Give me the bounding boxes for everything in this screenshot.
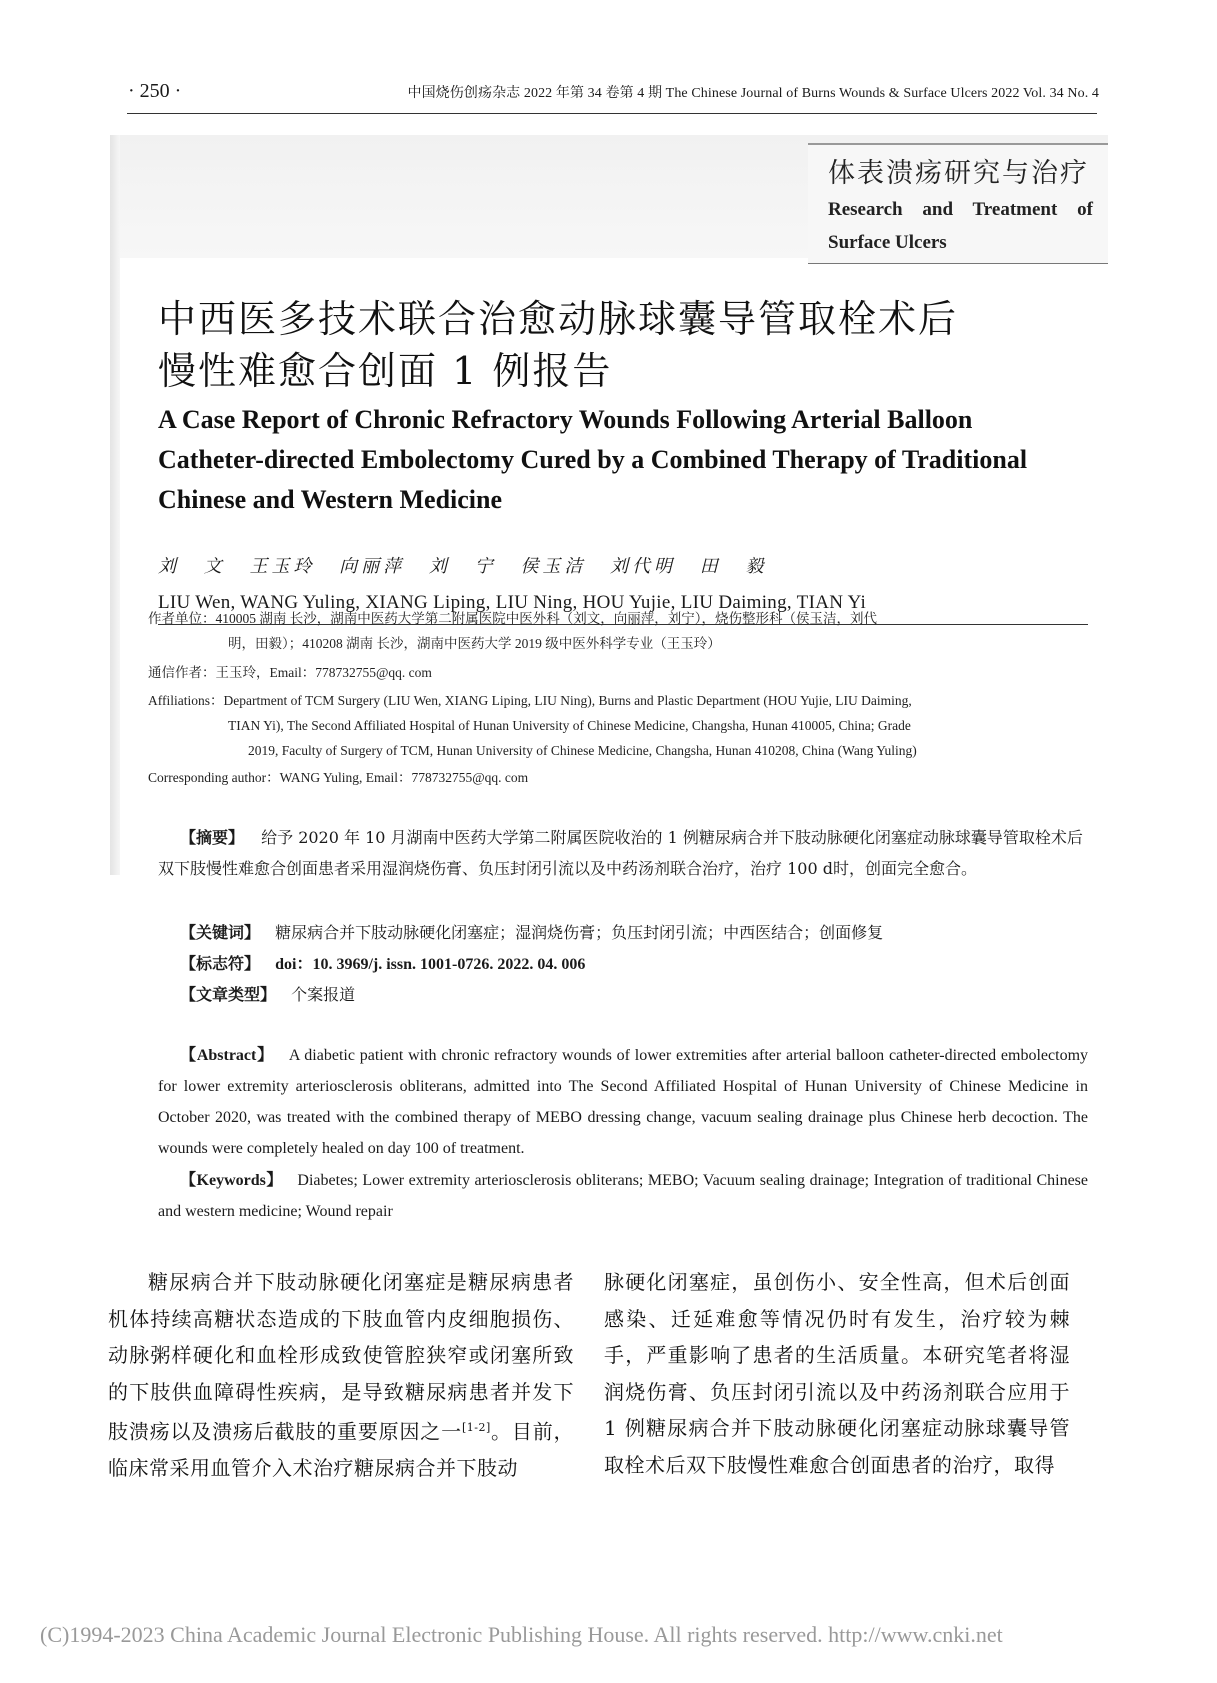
keywords-cn-text: 糖尿病合并下肢动脉硬化闭塞症；湿润烧伤膏；负压封闭引流；中西医结合；创面修复 [275, 923, 884, 942]
doi-cn [158, 948, 1110, 980]
affiliation-cn-line2: 明，田毅）；410208 湖南 长沙，湖南中医药大学 2019 级中医外科学专业（王玉玲） [228, 636, 721, 651]
body-left-tail: 。目前，临床常采用血管介入术治疗糖尿病合并下肢动 [108, 1419, 575, 1481]
header-rule [127, 113, 1097, 114]
page-number: · 250 · [128, 80, 182, 102]
title-cn-line1: 中西医多技术联合治愈动脉球囊导管取栓术后 [158, 297, 959, 341]
authors-en: LIU Wen, WANG Yuling, XIANG Liping, LIU Ning, HOU Yujie, LIU Daiming, TIAN Yi [158, 592, 867, 613]
body-right-text: 脉硬化闭塞症，虽创伤小、安全性高，但术后创面感染、迁延难愈等情况仍时有发生，治疗较为棘手，严重影响了患者的生活质量。本研究笔者将湿润烧伤膏、负压封闭引流以及中药汤剂联合应用于 1 例糖尿病合并下肢动脉硬化闭塞症动脉球囊导管取栓术后双下肢慢性难愈合创面患者的治疗，取得 [604, 1270, 1070, 1477]
abstract-en [158, 1040, 1088, 1164]
affiliation-en-line3: 2019, Faculty of Surgery of TCM, Hunan University of Chinese Medicine, Changsha, Hunan 410208, China (Wang Yuling) [248, 743, 917, 758]
article-type [158, 979, 1110, 1010]
affiliation-cn-line1: 作者单位：410005 湖南 长沙，湖南中医药大学第二附属医院中医外科（刘文，向丽萍，刘宁），烧伤整形科（侯玉洁，刘代 [148, 611, 877, 626]
abstract-cn-text: 给予 2020 年 10 月湖南中医药大学第二附属医院收治的 1 例糖尿病合并下肢动脉硬化闭塞症动脉球囊导管取栓术后双下肢慢性难愈合创面患者采用湿润烧伤膏、负压封闭引流以及中药汤剂联合治疗，治疗 100 d时，创面完全愈合。 [158, 828, 1083, 878]
keywords-en-text: Diabetes; Lower extremity arteriosclerosis obliterans; MEBO; Vacuum sealing drainage; Integration of traditional Chinese and western medicine; Wound repair [158, 1172, 1088, 1220]
keywords-en-label: 【Keywords】 [180, 1172, 283, 1189]
abstract-en-label: 【Abstract】 [180, 1047, 274, 1064]
column-title-cn: 体表溃疡研究与治疗 [828, 158, 1089, 189]
affiliation-en-line1: Affiliations：Department of TCM Surgery (LIU Wen, XIANG Liping, LIU Ning), Burns and Plastic Department (HOU Yujie, LIU Daiming, [148, 693, 912, 708]
doi-text: doi：10. 3969/j. issn. 1001-0726. 2022. 04. 006 [275, 956, 586, 973]
copyright-footer: (C)1994-2023 China Academic Journal Electronic Publishing House. All rights reserved. http://www.cnki.net [40, 1622, 1003, 1647]
body-column-left [108, 1264, 574, 1487]
abstract-cn-label: 【摘要】 [180, 828, 245, 847]
journal-info: 中国烧伤创疡杂志 2022 年第 34 卷第 4 期 The Chinese Journal of Burns Wounds & Surface Ulcers 2022 Vol. 34 No. 4 [407, 86, 1099, 101]
article-title-en: A Case Report of Chronic Refractory Wounds Following Arterial Balloon Catheter-directed Embolectomy Cured by a Combined Therapy of Traditional Chinese and Western Medicine [158, 405, 1028, 514]
article-type-text: 个案报道 [291, 985, 356, 1004]
corresponding-en: Corresponding author：WANG Yuling, Email：778732755@qq. com [148, 770, 529, 785]
left-margin-strip [110, 135, 120, 875]
running-header [0, 70, 1217, 110]
abstract-cn [158, 822, 1088, 884]
column-box [808, 143, 1108, 264]
body-left-text: 糖尿病合并下肢动脉硬化闭塞症是糖尿病患者机体持续高糖状态造成的下肢血管内皮细胞损伤、动脉粥样硬化和血栓形成致使管腔狭窄或闭塞所致的下肢供血障碍性疾病，是导致糖尿病患者并发下肢溃疡以及溃疡后截肢的重要原因之一 [108, 1270, 574, 1444]
affiliation-en-line2: TIAN Yi), The Second Affiliated Hospital of Hunan University of Chinese Medicine, Changsha, Hunan 410005, China; Grade [228, 718, 911, 733]
authors-cn: 刘 文 王玉玲 向丽萍 刘 宁 侯玉洁 刘代明 田 毅 [158, 556, 768, 577]
doi-label: 【标志符】 [180, 954, 261, 973]
keywords-en [158, 1165, 1088, 1227]
column-title-en: Research and Treatment of Surface Ulcers [828, 199, 1093, 253]
body-column-right [604, 1264, 1070, 1483]
article-type-label: 【文章类型】 [180, 985, 277, 1004]
title-cn-line2: 慢性难愈合创面 1 例报告 [158, 349, 613, 393]
keywords-cn-label: 【关键词】 [180, 923, 261, 942]
abstract-en-text: A diabetic patient with chronic refractory wounds of lower extremities after arterial balloon catheter-directed embolectomy for lower extremity arteriosclerosis obliterans, admitted into The Second Affiliated Hospital of Hunan University of Chinese Medicine in October 2020, was treated with the combined therapy of MEBO dressing change, vacuum sealing drainage plus Chinese herb decoction. The wounds were completely healed on day 100 of treatment. [158, 1047, 1089, 1157]
corresponding-cn: 通信作者：王玉玲，Email：778732755@qq. com [148, 665, 432, 680]
article-title-cn [158, 293, 1058, 397]
keywords-cn [158, 917, 1110, 948]
citation-ref: [1-2] [461, 1421, 491, 1434]
